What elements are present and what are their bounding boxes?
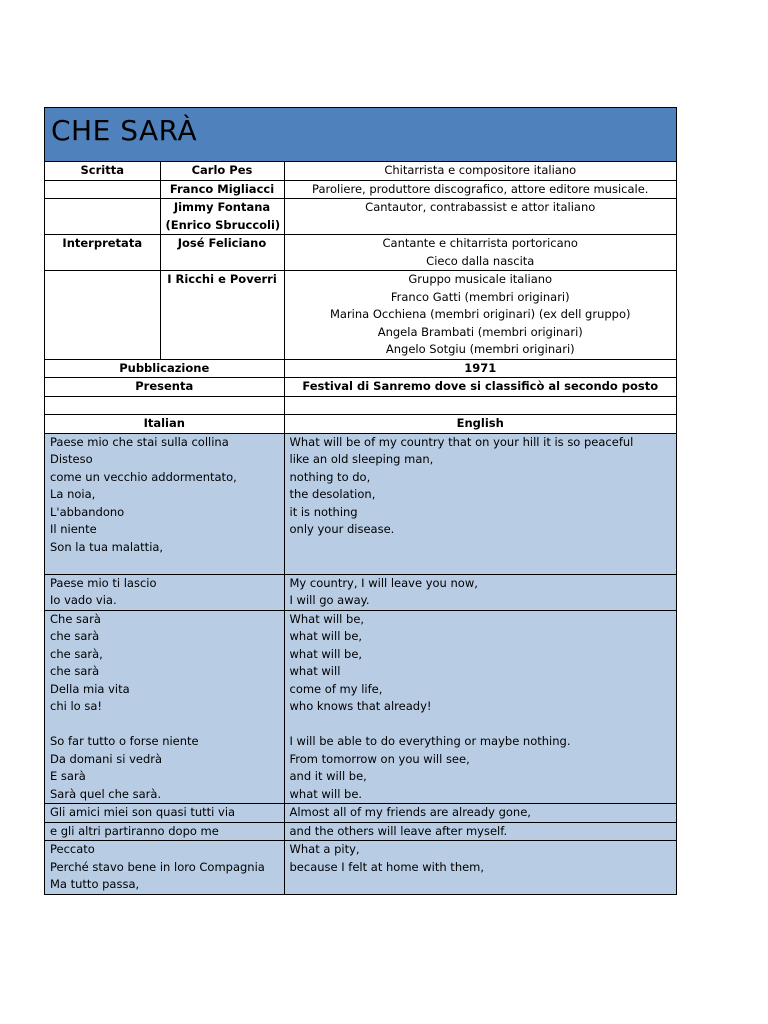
- credit-name-cell: [160, 180, 284, 199]
- italian-line: Peccato: [50, 842, 95, 856]
- credit-name-cell: [160, 271, 284, 360]
- english-line: [290, 539, 672, 557]
- credit-row: [45, 199, 676, 235]
- publication-row-value: 1971: [284, 359, 676, 378]
- language-header-row: [45, 415, 676, 434]
- verse-row: [45, 574, 676, 610]
- credit-row: [45, 162, 676, 180]
- english-line: [290, 716, 672, 734]
- credit-name-cell: [160, 199, 284, 235]
- credit-desc-cell: [284, 180, 676, 199]
- italian-verse: [45, 574, 284, 610]
- english-line: what will: [289, 664, 341, 678]
- credit-desc-cell: [284, 162, 676, 180]
- italian-header: Italian: [45, 415, 284, 434]
- italian-line: Son la tua malattia,: [50, 539, 164, 554]
- lyrics-table: [45, 162, 676, 894]
- english-line: What a pity,: [289, 842, 360, 856]
- english-line: and the others will leave after myself.: [289, 823, 508, 838]
- english-line: What will be of my country that on your hill it is so peaceful: [289, 434, 634, 449]
- english-line: what will be,: [289, 629, 363, 643]
- italian-line: Che sarà: [50, 611, 101, 626]
- italian-line: Sarà quel che sarà.: [50, 786, 162, 801]
- english-line: what will be,: [289, 646, 363, 661]
- credit-desc: Gruppo musicale italiano: [408, 272, 553, 286]
- credit-row: [45, 235, 676, 271]
- english-verse: [284, 822, 676, 841]
- italian-line: Il niente: [50, 522, 97, 536]
- italian-line: come un vecchio addormentato,: [50, 469, 237, 484]
- english-line: come of my life,: [289, 681, 383, 696]
- italian-line: Io vado via.: [50, 593, 117, 607]
- presented-row-value: Festival di Sanremo dove si classificò al secondo posto: [284, 378, 676, 397]
- title-band: [45, 108, 676, 162]
- english-header: English: [284, 415, 676, 434]
- publication-row-label: Pubblicazione: [45, 359, 284, 378]
- italian-line: che sarà,: [50, 646, 103, 661]
- credit-name: Jimmy Fontana: [173, 200, 271, 214]
- credit-desc: Cieco dalla nascita: [426, 253, 535, 268]
- credit-desc: Paroliere, produttore discografico, attore editore musicale.: [312, 181, 649, 196]
- credit-desc: Angela Brambati (membri originari): [377, 324, 583, 339]
- english-line: who knows that already!: [289, 699, 432, 713]
- english-line: it is nothing: [289, 504, 358, 519]
- credit-desc: Cantante e chitarrista portoricano: [382, 236, 578, 250]
- italian-line: Paese mio ti lascio: [50, 575, 157, 590]
- credit-name: Carlo Pes: [191, 163, 253, 177]
- italian-verse: [45, 804, 284, 823]
- song-title: CHE SARÀ: [51, 114, 198, 147]
- credit-name: José Feliciano: [177, 236, 267, 250]
- credit-role-cell: [45, 199, 160, 235]
- credit-desc-cell: [284, 271, 676, 360]
- italian-line: [50, 556, 279, 574]
- presented-row-label: Presenta: [45, 378, 284, 397]
- credit-role-cell: Interpretata: [45, 235, 160, 271]
- italian-line: E sarà: [50, 769, 86, 783]
- english-line: only your disease.: [289, 522, 395, 536]
- italian-line: Paese mio che stai sulla collina: [50, 434, 229, 449]
- credit-name-cell: [160, 235, 284, 271]
- italian-line: L'abbandono: [50, 504, 125, 519]
- italian-verse: [45, 841, 284, 894]
- spacer-cell: [45, 396, 284, 415]
- spacer-cell: [284, 396, 676, 415]
- verse-row: [45, 841, 676, 894]
- english-verse: [284, 610, 676, 804]
- english-line: I will be able to do everything or maybe nothing.: [289, 734, 571, 748]
- italian-line: La noia,: [50, 487, 96, 501]
- italian-line: Gli amici miei son quasi tutti via: [50, 805, 236, 819]
- italian-line: che sarà: [50, 629, 100, 643]
- italian-line: che sarà: [50, 664, 100, 678]
- credit-desc: Marina Occhiena (membri originari) (ex dell gruppo): [329, 307, 631, 321]
- english-verse: [284, 804, 676, 823]
- english-verse: [284, 433, 676, 574]
- english-line: what will be.: [289, 786, 363, 801]
- english-line: [290, 556, 672, 574]
- credit-desc: Cantautor, contrabassist e attor italiano: [365, 200, 596, 214]
- credit-role-cell: Scritta: [45, 162, 160, 180]
- credit-row: [45, 271, 676, 360]
- english-line: like an old sleeping man,: [289, 452, 434, 466]
- english-line: Almost all of my friends are already gone,: [289, 805, 531, 819]
- credit-desc-cell: [284, 235, 676, 271]
- italian-verse: [45, 433, 284, 574]
- italian-line: e gli altri partiranno dopo me: [50, 823, 219, 838]
- credit-row: [45, 180, 676, 199]
- english-line: I will go away.: [289, 593, 370, 607]
- verse-row: [45, 433, 676, 574]
- verse-row: [45, 610, 676, 804]
- italian-line: Ma tutto passa,: [50, 877, 140, 891]
- english-verse: [284, 574, 676, 610]
- lyrics-document: [44, 107, 677, 895]
- english-line: My country, I will leave you now,: [289, 575, 478, 590]
- italian-verse: [45, 610, 284, 804]
- credit-name: (Enrico Sbruccoli): [165, 217, 281, 232]
- verse-row: [45, 804, 676, 823]
- credit-role-cell: [45, 180, 160, 199]
- english-verse: [284, 841, 676, 894]
- presented-row: [45, 378, 676, 397]
- english-line: nothing to do,: [289, 469, 371, 484]
- italian-verse: [45, 822, 284, 841]
- credit-desc: Chitarrista e compositore italiano: [384, 163, 577, 177]
- credit-desc-cell: [284, 199, 676, 235]
- english-line: and it will be,: [289, 769, 367, 783]
- italian-line: Perché stavo bene in loro Compagnia: [50, 859, 265, 874]
- italian-line: [50, 716, 279, 734]
- credit-name: Franco Migliacci: [169, 181, 275, 196]
- credit-name-cell: [160, 162, 284, 180]
- verse-row: [45, 822, 676, 841]
- english-line: the desolation,: [289, 487, 376, 501]
- publication-row: [45, 359, 676, 378]
- english-line: From tomorrow on you will see,: [289, 751, 470, 766]
- italian-line: Disteso: [50, 452, 93, 466]
- english-line: What will be,: [289, 611, 365, 626]
- italian-line: Della mia vita: [50, 681, 130, 696]
- italian-line: Da domani si vedrà: [50, 751, 163, 766]
- credit-role-cell: [45, 271, 160, 360]
- english-line: [290, 876, 672, 894]
- spacer-row: [45, 396, 676, 415]
- italian-line: So far tutto o forse niente: [50, 734, 199, 748]
- italian-line: chi lo sa!: [50, 699, 102, 713]
- credit-name: I Ricchi e Poverri: [167, 272, 277, 286]
- credit-desc: Angelo Sotgiu (membri originari): [385, 342, 575, 356]
- credit-desc: Franco Gatti (membri originari): [390, 289, 570, 304]
- english-line: because I felt at home with them,: [289, 859, 485, 874]
